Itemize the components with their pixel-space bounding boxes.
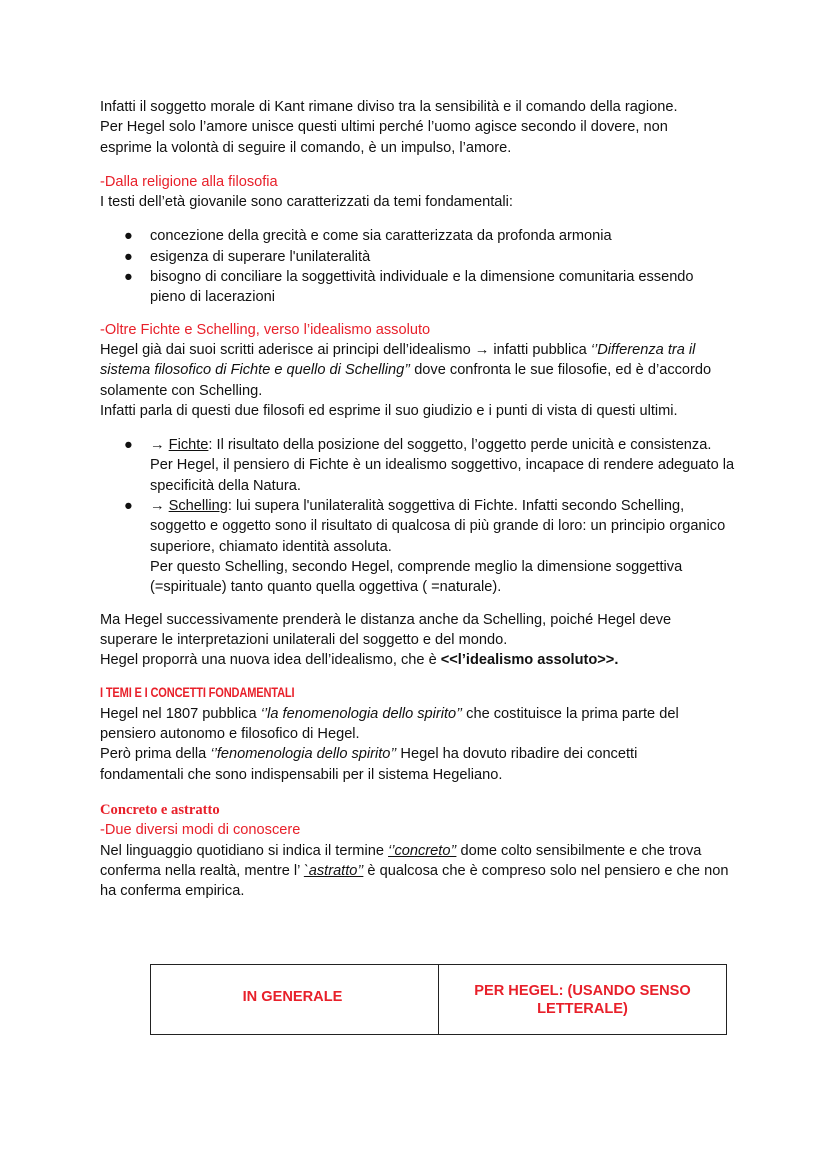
table-header-cell-generale: IN GENERALE	[151, 965, 439, 1035]
list-item: ● esigenza di superare l'unilateralità	[100, 247, 740, 267]
section2-paragraph-2: Infatti parla di questi due filosofi ed esprime il suo giudizio e i punti di vista di questi ultimi.	[100, 402, 678, 419]
bullet-icon: ●	[124, 269, 133, 286]
section-heading-temi: I TEMI E I CONCETTI FONDAMENTALI	[100, 685, 295, 701]
intro-line: Per Hegel solo l’amore unisce questi ultimi perché l’uomo agisce secondo il dovere, non	[100, 119, 668, 136]
section-heading-religione: -Dalla religione alla filosofia	[100, 173, 278, 190]
term-astratto: `astratto’’	[303, 862, 364, 879]
section2-paragraph-4: Hegel proporrà una nuova idea dell’idealismo, che è <<l’idealismo assoluto>>.	[100, 652, 619, 669]
table-header-row	[151, 965, 727, 1035]
list-item: ● concezione della grecità e come sia caratterizzata da profonda armonia	[100, 226, 740, 246]
list-item-schelling: ● → Schelling: lui supera l'unilateralità soggettiva di Fichte. Infatti secondo Schelling, soggetto e oggetto sono il risultato di qualcosa di più grande di loro: un principio organico superiore, chiamato identità assoluta. Per questo Schelling, secondo Hegel, comprende meglio la dimensione soggettiva (=spirituale) tanto quanto quella oggettiva ( =naturale).	[124, 498, 726, 596]
section-heading-fichte-schelling: -Oltre Fichte e Schelling, verso l’idealismo assoluto	[100, 321, 431, 338]
document-page	[100, 97, 740, 901]
bullet-icon: ●	[124, 498, 133, 515]
arrow-icon: →	[150, 498, 169, 515]
intro-paragraph	[100, 97, 740, 158]
section3-paragraph-2: Però prima della ‘’fenomenologia dello spirito’’ Hegel ha dovuto ribadire dei concetti fondamentali che sono indispensabili per il sistema Hegeliano.	[100, 746, 638, 783]
book-title: ‘’Differenza tra il sistema filosofico di Fichte e quello di Schelling’’	[100, 341, 696, 379]
book-title: ‘’fenomenologia dello spirito’’	[210, 746, 397, 763]
term-fichte: Fichte	[168, 437, 209, 454]
section3-paragraph-1: Hegel nel 1807 pubblica ‘’la fenomenologia dello spirito’’ che costituisce la prima parte del pensiero autonomo e filosofico di Hegel.	[100, 705, 679, 743]
idealismo-assoluto: <<l’idealismo assoluto>>.	[440, 652, 619, 669]
arrow-icon: →	[150, 437, 169, 454]
bullet-icon: ●	[124, 228, 133, 245]
bullet-icon: ●	[124, 248, 133, 265]
philosophers-list	[100, 435, 740, 597]
intro-line: esprime la volontà di seguire il comando, è un impulso, l’amore.	[100, 139, 512, 156]
section2-paragraph-3: Ma Hegel successivamente prenderà le distanza anche da Schelling, poiché Hegel deve superare le interpretazioni unilaterali del soggetto e del mondo.	[100, 611, 672, 648]
list-item: ● bisogno di conciliare la soggettività individuale e la dimensione comunitaria essendo pieno di lacerazioni	[124, 269, 694, 306]
intro-line: Infatti il soggetto morale di Kant rimane diviso tra la sensibilità e il comando della ragione.	[100, 99, 678, 115]
section1-intro: I testi dell’età giovanile sono caratterizzati da temi fondamentali:	[100, 194, 513, 211]
table-header-cell-hegel: PER HEGEL: (USANDO SENSO LETTERALE)	[439, 965, 727, 1035]
section2-paragraph-1: Hegel già dai suoi scritti aderisce ai principi dell’idealismo → infatti pubblica ‘’Differenza tra il sistema filosofico di Fichte e quello di Schelling’’ dove confronta le sue filosofie, ed è d’accordo solamente con Schelling.	[100, 341, 712, 399]
bullet-icon: ●	[124, 437, 133, 454]
section-title-concreto-astratto: Concreto e astratto	[100, 801, 220, 818]
section4-paragraph: Nel linguaggio quotidiano si indica il termine ‘’concreto’’ dome colto sensibilmente e che trova conferma nella realtà, mentre l’ `astratto’’ è qualcosa che è compreso solo nel pensiero e che non ha conferma empirica.	[100, 842, 729, 900]
themes-list	[100, 226, 740, 307]
list-item-fichte: ● → Fichte: Il risultato della posizione del soggetto, l’oggetto perde unicità e consistenza. Per Hegel, il pensiero di Fichte è un idealismo soggettivo, incapace di rendere adeguato la specificità della Natura.	[124, 437, 735, 494]
section-heading-conoscere: -Due diversi modi di conoscere	[100, 822, 301, 839]
book-title: ‘’la fenomenologia dello spirito’’	[260, 705, 463, 722]
term-concreto: ‘’concreto’’	[388, 842, 457, 859]
term-schelling: Schelling	[168, 498, 228, 515]
comparison-table	[150, 964, 727, 1035]
